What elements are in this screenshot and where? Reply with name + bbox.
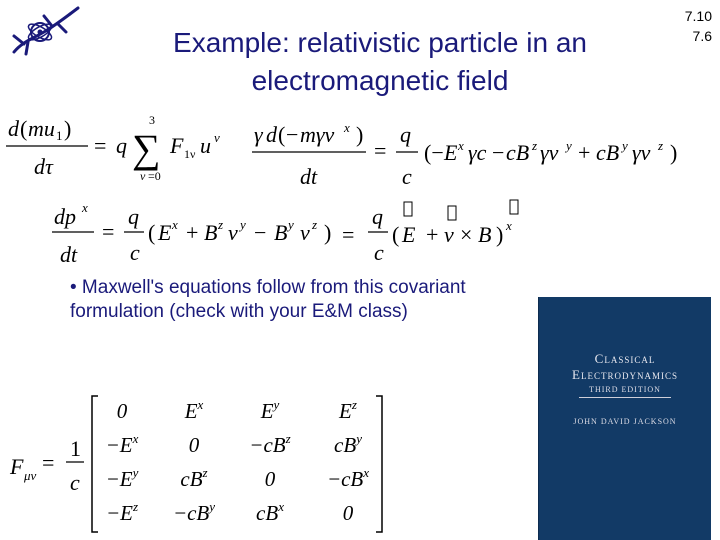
- svg-text:): ): [64, 116, 72, 141]
- svg-text:d: d: [266, 122, 277, 147]
- matrix-cell: $-E^y$: [105, 465, 139, 491]
- svg-text:u: u: [200, 133, 211, 158]
- svg-text:z: z: [658, 138, 664, 153]
- bullet-line-1: • Maxwell's equations follow from this covariant: [70, 277, 466, 298]
- svg-text:F: F: [10, 454, 24, 479]
- svg-text:γ: γ: [254, 122, 263, 147]
- matrix-cell: 0: [342, 501, 354, 525]
- svg-text:F: F: [170, 133, 184, 158]
- svg-text:q: q: [128, 204, 139, 229]
- equation-momentum-time: [248, 112, 718, 192]
- svg-text:y: y: [566, 138, 572, 153]
- matrix-cell: 0: [116, 399, 128, 423]
- svg-text:−: −: [286, 122, 299, 147]
- bullet-line-2: formulation (check with your E&M class): [70, 301, 408, 322]
- gecko-logo: [4, 2, 84, 64]
- svg-text:x: x: [82, 200, 88, 215]
- svg-text:(: (: [148, 220, 156, 245]
- svg-text:B: B: [274, 220, 288, 245]
- equation-momentum-tau: [4, 108, 244, 188]
- svg-text:x: x: [172, 217, 178, 232]
- matrix-cell: $E^x$: [184, 397, 204, 423]
- matrix-cell: $-cB^x$: [326, 465, 370, 491]
- svg-text:ν: ν: [140, 169, 146, 183]
- matrix-cell: $-E^x$: [105, 431, 139, 457]
- svg-text:x: x: [458, 138, 464, 153]
- svg-text:y: y: [288, 217, 294, 232]
- matrix-cell: 0: [264, 467, 276, 491]
- svg-text:×: ×: [460, 222, 473, 247]
- svg-text:q: q: [116, 133, 127, 158]
- svg-text:3: 3: [149, 113, 155, 127]
- svg-text:z: z: [532, 138, 538, 153]
- svg-text:d: d: [8, 116, 19, 141]
- svg-text:−: −: [492, 140, 505, 165]
- svg-text:y: y: [622, 138, 628, 153]
- book-divider: [579, 397, 671, 398]
- svg-text:): ): [670, 140, 678, 165]
- svg-text:=: =: [42, 450, 55, 475]
- svg-text:ν: ν: [214, 130, 220, 145]
- slide-reference: [685, 6, 712, 46]
- matrix-cell: $cB^y$: [334, 431, 362, 457]
- svg-text:B: B: [204, 220, 218, 245]
- svg-text:E: E: [444, 140, 458, 165]
- svg-text:z: z: [218, 217, 224, 232]
- svg-text:(: (: [20, 116, 28, 141]
- svg-text:γc: γc: [468, 140, 487, 165]
- title-line-1: Example: relativistic particle in an: [173, 27, 587, 58]
- book-edition: THIRD EDITION: [589, 385, 661, 394]
- svg-text:mu: mu: [28, 116, 55, 141]
- svg-text:): ): [324, 220, 332, 245]
- svg-text:c: c: [374, 240, 384, 265]
- svg-text:1: 1: [70, 436, 81, 461]
- matrix-cell: $E^z$: [339, 397, 357, 423]
- svg-text:=: =: [342, 222, 355, 247]
- svg-text:mγv: mγv: [300, 122, 335, 147]
- matrix-cell: 0: [188, 433, 200, 457]
- svg-text:+: +: [186, 220, 199, 245]
- svg-text:): ): [356, 122, 364, 147]
- book-author: JOHN DAVID JACKSON: [573, 417, 677, 426]
- field-tensor-matrix: [4, 390, 394, 538]
- svg-text:E: E: [402, 222, 416, 247]
- svg-text:v: v: [300, 220, 310, 245]
- svg-text:γv: γv: [540, 140, 559, 165]
- svg-text:=: =: [102, 219, 115, 244]
- matrix-cell: $-cB^y$: [172, 499, 216, 525]
- slide-reference-1: 7.10: [684, 8, 712, 24]
- svg-text:(: (: [278, 122, 286, 147]
- svg-text:1ν: 1ν: [184, 147, 196, 161]
- svg-text:x: x: [344, 120, 350, 135]
- svg-text:): ): [496, 222, 504, 247]
- svg-text:μν: μν: [24, 468, 37, 483]
- slide-reference-2: 7.6: [692, 28, 712, 44]
- svg-text:dp: dp: [54, 204, 76, 229]
- svg-text:E: E: [158, 220, 172, 245]
- svg-text:(−: (−: [424, 140, 444, 165]
- title-line-2: electromagnetic field: [251, 65, 509, 96]
- matrix-cell: $cB^x$: [256, 499, 284, 525]
- svg-text:cB: cB: [506, 140, 530, 165]
- svg-text:=: =: [94, 133, 107, 158]
- book-title-line-2: Electrodynamics: [572, 367, 678, 382]
- book-cover-image: [538, 297, 711, 540]
- matrix-cell: $-cB^z$: [249, 431, 291, 457]
- book-title: [539, 351, 711, 383]
- svg-text:+: +: [578, 140, 591, 165]
- equation-lorentz-force: [48, 196, 568, 272]
- svg-text:q: q: [372, 204, 383, 229]
- svg-text:∑: ∑: [132, 126, 161, 171]
- matrix-cell: $-E^z$: [105, 499, 139, 525]
- svg-text:=0: =0: [148, 169, 161, 183]
- svg-text:dτ: dτ: [34, 154, 53, 179]
- svg-text:dt: dt: [300, 164, 318, 189]
- svg-text:(: (: [392, 222, 400, 247]
- svg-text:dt: dt: [60, 242, 78, 267]
- svg-text:x: x: [506, 218, 512, 233]
- svg-text:v: v: [444, 222, 454, 247]
- matrix-cell: $E^y$: [260, 397, 280, 423]
- slide-title: [100, 24, 660, 100]
- svg-text:1: 1: [56, 128, 63, 143]
- svg-text:z: z: [312, 217, 318, 232]
- svg-text:c: c: [402, 164, 412, 189]
- svg-text:B: B: [478, 222, 492, 247]
- svg-text:+: +: [426, 222, 439, 247]
- matrix-cell: $cB^z$: [180, 465, 208, 491]
- svg-text:y: y: [240, 217, 246, 232]
- svg-text:−: −: [254, 220, 267, 245]
- svg-text:c: c: [130, 240, 140, 265]
- svg-text:v: v: [228, 220, 238, 245]
- svg-text:q: q: [400, 122, 411, 147]
- svg-text:cB: cB: [596, 140, 620, 165]
- book-title-line-1: Classical: [594, 351, 656, 366]
- svg-text:c: c: [70, 470, 80, 495]
- svg-text:γv: γv: [632, 140, 651, 165]
- svg-text:=: =: [374, 138, 387, 163]
